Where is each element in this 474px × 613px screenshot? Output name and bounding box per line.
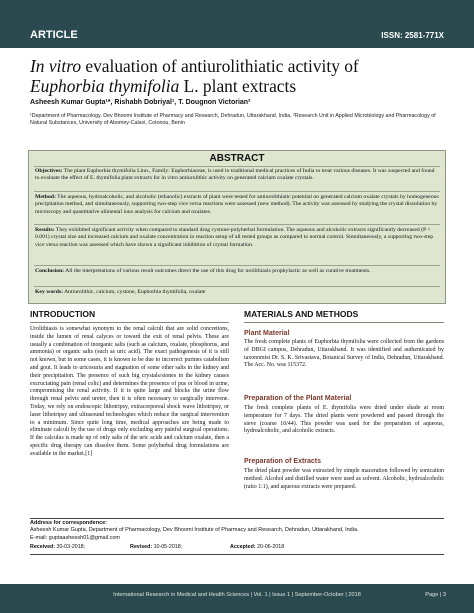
revised-label: Revised: bbox=[130, 544, 153, 550]
conclusion-text: All the interpretations of various result outcomes direct the use of this drug for urolithiasis prophylactic as well as curative treatments. bbox=[64, 268, 371, 274]
correspondence-rule-top bbox=[30, 518, 444, 519]
accepted-value: 20-06-2018 bbox=[255, 544, 285, 550]
correspondence-address: Asheesh Kumar Gupta, Department of Pharmacology, Dev Bhoomi Institute of Pharmacy and Research, Dehradun, Uttarakhand, India. bbox=[30, 527, 359, 534]
header-band bbox=[0, 0, 474, 48]
received-value: 30-03-2018; bbox=[55, 544, 86, 550]
preparation-extracts-heading: Preparation of Extracts bbox=[244, 458, 322, 465]
revised-date bbox=[130, 544, 182, 550]
method-text: The aqueous, hydroalcoholic, and alcoholic (ethanolic) extracts of plant were tested for antiurolithiatic potential on generated calcium oxalate crystals by homogeneous precipitation method, and simultaneously, supporting two-step vice versa reactions were assessed (new method). The activity was assessed by studying the crystal dissolution by microscopy and quantitative alimental ions analysis for calcium and oxalates. bbox=[35, 194, 439, 215]
objectives-text: The plant Euphorbia thymifolia Linn., Family: Euphorbiaceae, is used in traditional medical practices of India to treat various diseases. It was suspected and found to evaluate the effect of E. thymifolia plant extracts for in vitro antiurolithic activity on generated calcium oxalate crystals. bbox=[35, 168, 435, 182]
title-italic-1: In vitro bbox=[30, 56, 82, 76]
article-label: ARTICLE bbox=[30, 29, 78, 41]
authors: Asheesh Kumar Gupta¹*, Rishabh Dobriyal¹, T. Dougnon Victorian² bbox=[30, 99, 251, 106]
keywords-text: Antiurolithic, calcium, cystone, Euphorbia thymifolia, oxalate bbox=[62, 289, 206, 295]
abstract-divider bbox=[34, 286, 440, 287]
plant-material-heading: Plant Material bbox=[244, 330, 290, 337]
correspondence-email: E-mail: guptaasheesh01@gmail.com bbox=[30, 534, 120, 541]
footer-band bbox=[0, 584, 474, 613]
preparation-extracts-text: The dried plant powder was extracted by simple maceration followed by sonication method. Alcohol and distilled water were used as solvent. Alcoholic, hydroalcoholic (ratio 1:1), and aqueous extracts were prepared. bbox=[244, 468, 444, 490]
abstract-divider bbox=[34, 166, 440, 167]
plant-material-text: The fresh complete plants of Euphorbia thymifolia were collected from the gardens of DBGI campus, Dehradun, Uttarakhand. It was identified and authenticated by taxonomist Dr. S. K. Srivastava, Botanical Survey of India, Dehradun, Uttarakhand. The Acc. No. was 115372. bbox=[244, 339, 444, 369]
preparation-plant-text: The fresh complete plants of E. thymifolia were dried under shade at room temperature for 7 days. The dried plants were powdered and passed through the sieve (coarse 10/44). This powder was used for the preparation of aqueous, hydroalcoholic, and alcoholic extracts. bbox=[244, 405, 444, 435]
affiliations: ¹Department of Pharmacology, Dev Bhoomi Institute of Pharmacy and Research, Dehradun, Uttarakhand, India, ²Research Unit in Applied Microbiology and Pharmacology of Natural Substances, University of Abomey-Calavi, Cotonou, Benin bbox=[30, 113, 436, 127]
correspondence-block bbox=[30, 520, 450, 542]
abstract-results bbox=[35, 227, 440, 249]
abstract-method bbox=[35, 194, 440, 216]
journal-info: International Research in Medical and Health Sciences | Vol. 1 | Issue 1 | September-October | 2018 bbox=[113, 592, 361, 598]
conclusion-label: Conclusion: bbox=[35, 268, 65, 274]
abstract-divider bbox=[34, 191, 440, 192]
abstract-objectives bbox=[35, 168, 440, 183]
materials-heading: MATERIALS AND METHODS bbox=[244, 309, 359, 319]
accepted-label: Accepted: bbox=[230, 544, 256, 550]
page-number: Page | 3 bbox=[425, 592, 446, 598]
method-label: Method: bbox=[35, 194, 56, 200]
results-label: Results: bbox=[35, 227, 55, 233]
objectives-label: Objectives: bbox=[35, 168, 63, 174]
abstract-divider bbox=[34, 224, 440, 225]
title-rest-2: L. plant extracts bbox=[179, 76, 297, 96]
keywords-label: Key words: bbox=[35, 289, 63, 295]
title-italic-2: Euphorbia thymifolia bbox=[30, 76, 180, 96]
revised-value: 10-05-2018; bbox=[152, 544, 183, 550]
title-line-2 bbox=[30, 76, 450, 96]
paper-title bbox=[30, 56, 450, 96]
introduction-heading: INTRODUCTION bbox=[30, 309, 96, 319]
abstract-divider bbox=[34, 265, 440, 266]
introduction-rule bbox=[30, 322, 229, 323]
issn-label: ISSN: 2581-771X bbox=[381, 31, 444, 40]
accepted-date bbox=[230, 544, 284, 550]
title-rest-1: evaluation of antiurolithiatic activity of bbox=[81, 56, 359, 76]
results-text: They exhibited significant activity when compared to standard drug cystone-polyherbal formulation. The aqueous and alcoholic extracts significantly decreased (P < 0.001) crystal size and increased calcium and oxalate concentration in reaction setup of all tested groups as compared to normal control. Simultaneously, a supporting two-step vice versa reaction was assessed which have shown a significant inhibition of crystal formation. bbox=[35, 227, 434, 248]
received-date bbox=[30, 544, 85, 550]
correspondence-heading: Address for correspondence: bbox=[30, 520, 108, 526]
materials-rule bbox=[244, 322, 444, 323]
abstract-keywords bbox=[35, 289, 440, 296]
introduction-text: Urolithiasis is somewhat synonym to the renal calculi that are solid concretions, inside the lumen of renal calyces or toward the exit of renal pelvis. These are usually a combination of inorganic salts (such as calcium, oxalate, phosphorus, and ammonia) or organic salts (such as uric acid). The exact pathogenesis of it is still not known, but in some cases, it is known to be due to incorrect purines catabolism and gout. It leads to uricosuria and stagnation of some other salts in the kidney and their precipitation. The presence of such big crystals/stones in the kidney causes excruciating pain (renal colic) and determines the presence of pus or blood in urine, compromising the renal activity. If it is quite large and blocks the urine flow through renal pelvis and ureter, then it is often necessary to surgically intervene. Today, we rely on endoscopic lithotripsy, extracorporeal shock wave lithotripsy, or laser lithotripsy and ultrasound technologies which reduce the surgical intervention to a minimum. Since quite long time, medical approaches are being made to eliminate calculi by the use of drugs only excluding any painful surgical operations. If the calculus is made up of only salts of the uric acids and calcium oxalate, then a specific drug therapy can dissolve them. Some polyherbal drug formulations are available in the market.[1] bbox=[30, 326, 229, 457]
title-line-1 bbox=[30, 56, 450, 76]
correspondence-rule-bottom bbox=[30, 554, 444, 555]
abstract-box bbox=[28, 150, 446, 304]
preparation-plant-heading: Preparation of the Plant Material bbox=[244, 395, 352, 402]
abstract-heading: ABSTRACT bbox=[209, 153, 265, 164]
received-label: Received: bbox=[30, 544, 56, 550]
abstract-conclusion bbox=[35, 268, 440, 275]
